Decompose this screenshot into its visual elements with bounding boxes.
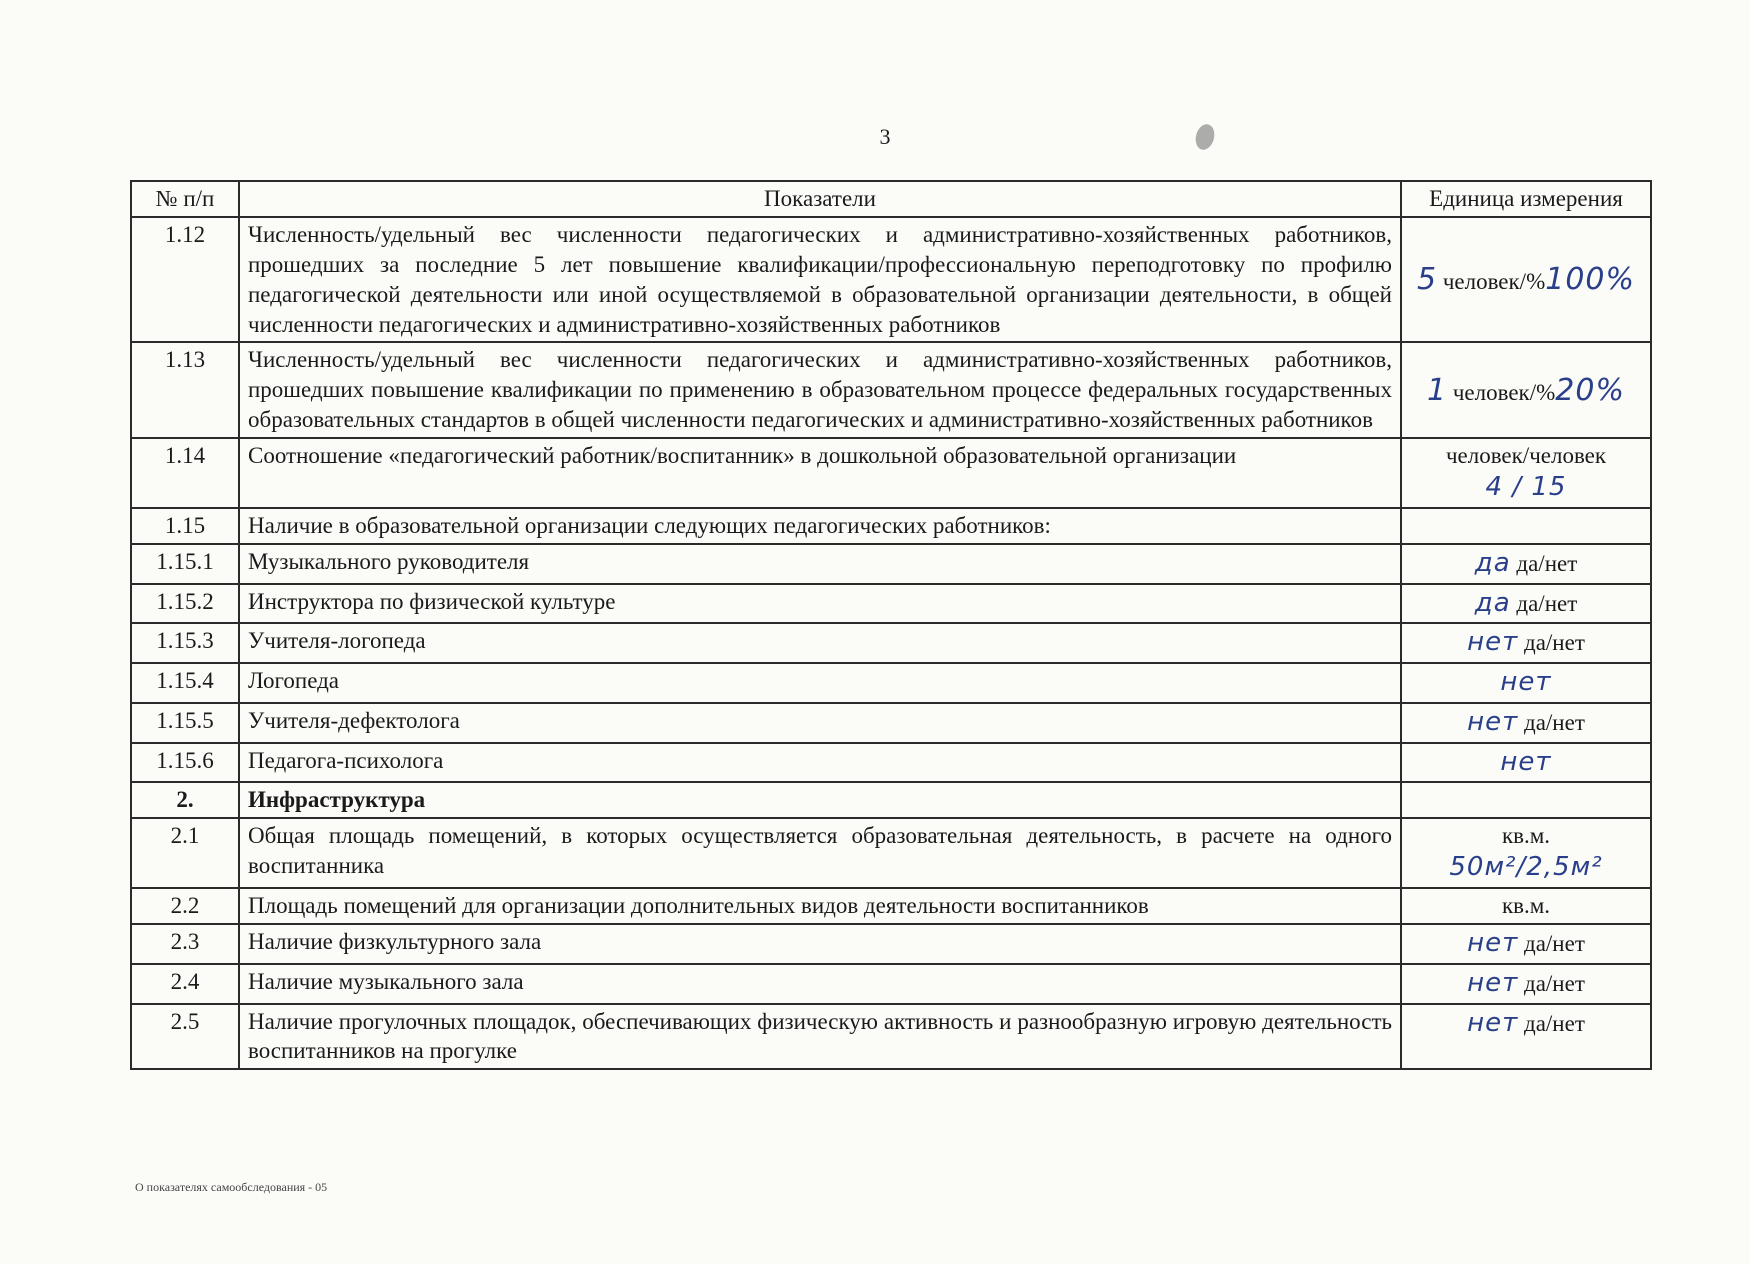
row-number: 2.1 xyxy=(131,818,239,888)
row-unit-cell xyxy=(1401,438,1651,508)
row-number: 2.5 xyxy=(131,1004,239,1070)
handwritten-value: 4 / 15 xyxy=(1485,472,1567,503)
footer-note: О показателях самообследования - 05 xyxy=(135,1180,328,1194)
table-row xyxy=(131,1004,1651,1070)
unit-label: человек/% xyxy=(1452,379,1556,405)
row-indicator: Педагога-психолога xyxy=(239,743,1401,783)
table-row xyxy=(131,888,1651,924)
header-indicator: Показатели xyxy=(239,181,1401,217)
row-indicator: Общая площадь помещений, в которых осуществляется образовательная деятельность, в расчете на одного воспитанника xyxy=(239,818,1401,888)
row-indicator: Наличие музыкального зала xyxy=(239,964,1401,1004)
table-row xyxy=(131,623,1651,663)
handwritten-percent: 20% xyxy=(1555,372,1625,408)
row-unit-cell xyxy=(1401,818,1651,888)
row-indicator: Численность/удельный вес численности педагогических и административно-хозяйственных работников, прошедших повышение квалификации по применению в образовательном процессе федеральных государственных образовательных стандартов в общей численности педагогических и административно-хозяйственных работников xyxy=(239,342,1401,438)
table-row xyxy=(131,544,1651,584)
row-number: 1.15.6 xyxy=(131,743,239,783)
unit-label: да/нет xyxy=(1516,550,1578,576)
handwritten-value: нет xyxy=(1467,1007,1519,1038)
table-row xyxy=(131,818,1651,888)
unit-label: да/нет xyxy=(1524,970,1585,996)
row-number: 2.4 xyxy=(131,964,239,1004)
handwritten-value: нет xyxy=(1500,746,1552,777)
row-unit-cell xyxy=(1401,663,1651,703)
row-unit-cell xyxy=(1401,584,1651,624)
row-number: 1.15.1 xyxy=(131,544,239,584)
row-indicator: Наличие физкультурного зала xyxy=(239,924,1401,964)
handwritten-value: 5 xyxy=(1416,262,1438,298)
row-number: 2.3 xyxy=(131,924,239,964)
row-unit-cell xyxy=(1401,508,1651,544)
row-unit-cell xyxy=(1401,342,1651,438)
table-row xyxy=(131,584,1651,624)
row-indicator: Численность/удельный вес численности педагогических и административно-хозяйственных работников, прошедших за последние 5 лет повышение квалификации/профессиональную переподготовку по профилю педагогической деятельности или иной осуществляемой в образовательной организации деятельности, в общей численности педагогических и административно-хозяйственных работников xyxy=(239,217,1401,343)
page-number: 3 xyxy=(879,124,891,149)
row-unit-cell xyxy=(1401,888,1651,924)
handwritten-value: нет xyxy=(1467,927,1519,958)
table-row xyxy=(131,508,1651,544)
handwritten-value: нет xyxy=(1500,667,1552,698)
row-unit-cell xyxy=(1401,1004,1651,1070)
row-unit-cell xyxy=(1401,544,1651,584)
unit-label: да/нет xyxy=(1516,590,1578,616)
table-row xyxy=(131,703,1651,743)
handwritten-value: 1 xyxy=(1427,372,1448,408)
table-row xyxy=(131,964,1651,1004)
row-indicator: Соотношение «педагогический работник/воспитанник» в дошкольной образовательной организации xyxy=(239,438,1401,508)
row-unit-cell xyxy=(1401,924,1651,964)
unit-label: да/нет xyxy=(1524,709,1585,735)
table-row xyxy=(131,743,1651,783)
unit-label: человек/человек xyxy=(1445,443,1607,469)
row-indicator: Наличие прогулочных площадок, обеспечивающих физическую активность и разнообразную игровую деятельность воспитанников на прогулке xyxy=(239,1004,1401,1070)
handwritten-value: нет xyxy=(1467,967,1519,998)
row-indicator: Учителя-логопеда xyxy=(239,623,1401,663)
row-unit-cell xyxy=(1401,623,1651,663)
unit-label: кв.м. xyxy=(1501,893,1551,919)
row-indicator: Логопеда xyxy=(239,663,1401,703)
table-row xyxy=(131,217,1651,343)
handwritten-value: нет xyxy=(1467,627,1519,658)
row-number: 1.15.4 xyxy=(131,663,239,703)
table-header-row xyxy=(131,181,1651,217)
handwritten-percent: 100% xyxy=(1545,262,1636,298)
row-number: 1.15.3 xyxy=(131,623,239,663)
row-unit-cell xyxy=(1401,782,1651,818)
table-row xyxy=(131,342,1651,438)
row-indicator: Площадь помещений для организации дополнительных видов деятельности воспитанников xyxy=(239,888,1401,924)
row-indicator: Учителя-дефектолога xyxy=(239,703,1401,743)
row-indicator: Инфраструктура xyxy=(239,782,1401,818)
row-number: 1.13 xyxy=(131,342,239,438)
unit-label: да/нет xyxy=(1524,1010,1585,1036)
row-number: 1.15 xyxy=(131,508,239,544)
table-row xyxy=(131,782,1651,818)
handwritten-value: да xyxy=(1474,587,1511,618)
unit-label: да/нет xyxy=(1524,930,1585,956)
ink-smudge xyxy=(1193,122,1217,152)
table-row xyxy=(131,438,1651,508)
row-unit-cell xyxy=(1401,703,1651,743)
row-unit-cell xyxy=(1401,217,1651,343)
row-indicator: Музыкального руководителя xyxy=(239,544,1401,584)
row-number: 1.14 xyxy=(131,438,239,508)
row-unit-cell xyxy=(1401,743,1651,783)
row-number: 2.2 xyxy=(131,888,239,924)
row-number: 1.15.2 xyxy=(131,584,239,624)
unit-label: кв.м. xyxy=(1501,823,1551,849)
row-indicator: Инструктора по физической культуре xyxy=(239,584,1401,624)
unit-label: человек/% xyxy=(1442,269,1546,295)
row-unit-cell xyxy=(1401,964,1651,1004)
unit-label: да/нет xyxy=(1524,630,1585,656)
header-unit: Единица измерения xyxy=(1401,181,1651,217)
row-number: 1.12 xyxy=(131,217,239,343)
row-indicator: Наличие в образовательной организации следующих педагогических работников: xyxy=(239,508,1401,544)
handwritten-value: нет xyxy=(1467,706,1519,737)
row-number: 1.15.5 xyxy=(131,703,239,743)
table-row xyxy=(131,663,1651,703)
handwritten-value: да xyxy=(1474,547,1511,578)
table-row xyxy=(131,924,1651,964)
row-number: 2. xyxy=(131,782,239,818)
indicators-table xyxy=(130,180,1652,1070)
header-num: № п/п xyxy=(131,181,239,217)
handwritten-value: 50м²/2,5м² xyxy=(1449,852,1603,883)
